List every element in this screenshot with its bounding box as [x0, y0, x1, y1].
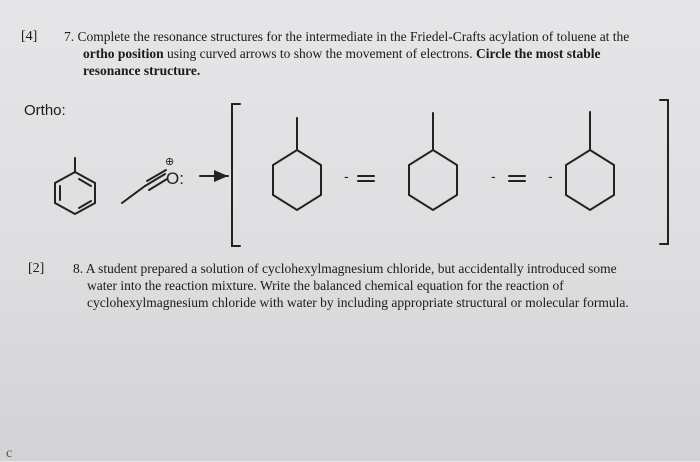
resonance-arrow-2 [509, 176, 525, 181]
question7-bold-ortho: ortho position [83, 46, 164, 61]
question8-line3: cyclohexylmagnesium chloride with water by including appropriate structural or molecular formula. [87, 295, 629, 310]
resonance-arrow-1 [358, 176, 374, 181]
right-bracket [660, 100, 668, 244]
acylium-ion [122, 170, 167, 203]
question8-text [73, 260, 683, 311]
resonance-structure-2 [409, 113, 457, 210]
resonance-structure-3 [566, 112, 614, 210]
positive-charge: ⊕ [165, 156, 175, 168]
question7-line1: 7. Complete the resonance structures for the intermediate in the Friedel-Crafts acylation of toluene at the [64, 29, 630, 44]
dash-1: - [344, 168, 349, 184]
question7-line3: resonance structure. [83, 63, 201, 78]
resonance-structure-1 [273, 118, 321, 210]
dash-3: - [548, 168, 553, 184]
dash-2: - [491, 168, 496, 184]
oxygen-atom: O: [166, 169, 184, 188]
left-bracket [232, 104, 240, 246]
question7-bold-circle: Circle the most stable [475, 46, 601, 61]
ortho-label: Ortho: [24, 102, 66, 119]
page-edge-mark: c [6, 446, 13, 461]
toluene-structure [55, 158, 95, 214]
question8-points: [2] [28, 261, 45, 276]
question8-line1: 8. A student prepared a solution of cyclohexylmagnesium chloride, but accidentally introduced some [73, 261, 617, 276]
question7-line2-text: using curved arrows to show the movement of electrons. [163, 46, 476, 61]
question8-line2: water into the reaction mixture. Write the balanced chemical equation for the reaction of [87, 278, 564, 293]
question7-points: [4] [21, 29, 38, 44]
